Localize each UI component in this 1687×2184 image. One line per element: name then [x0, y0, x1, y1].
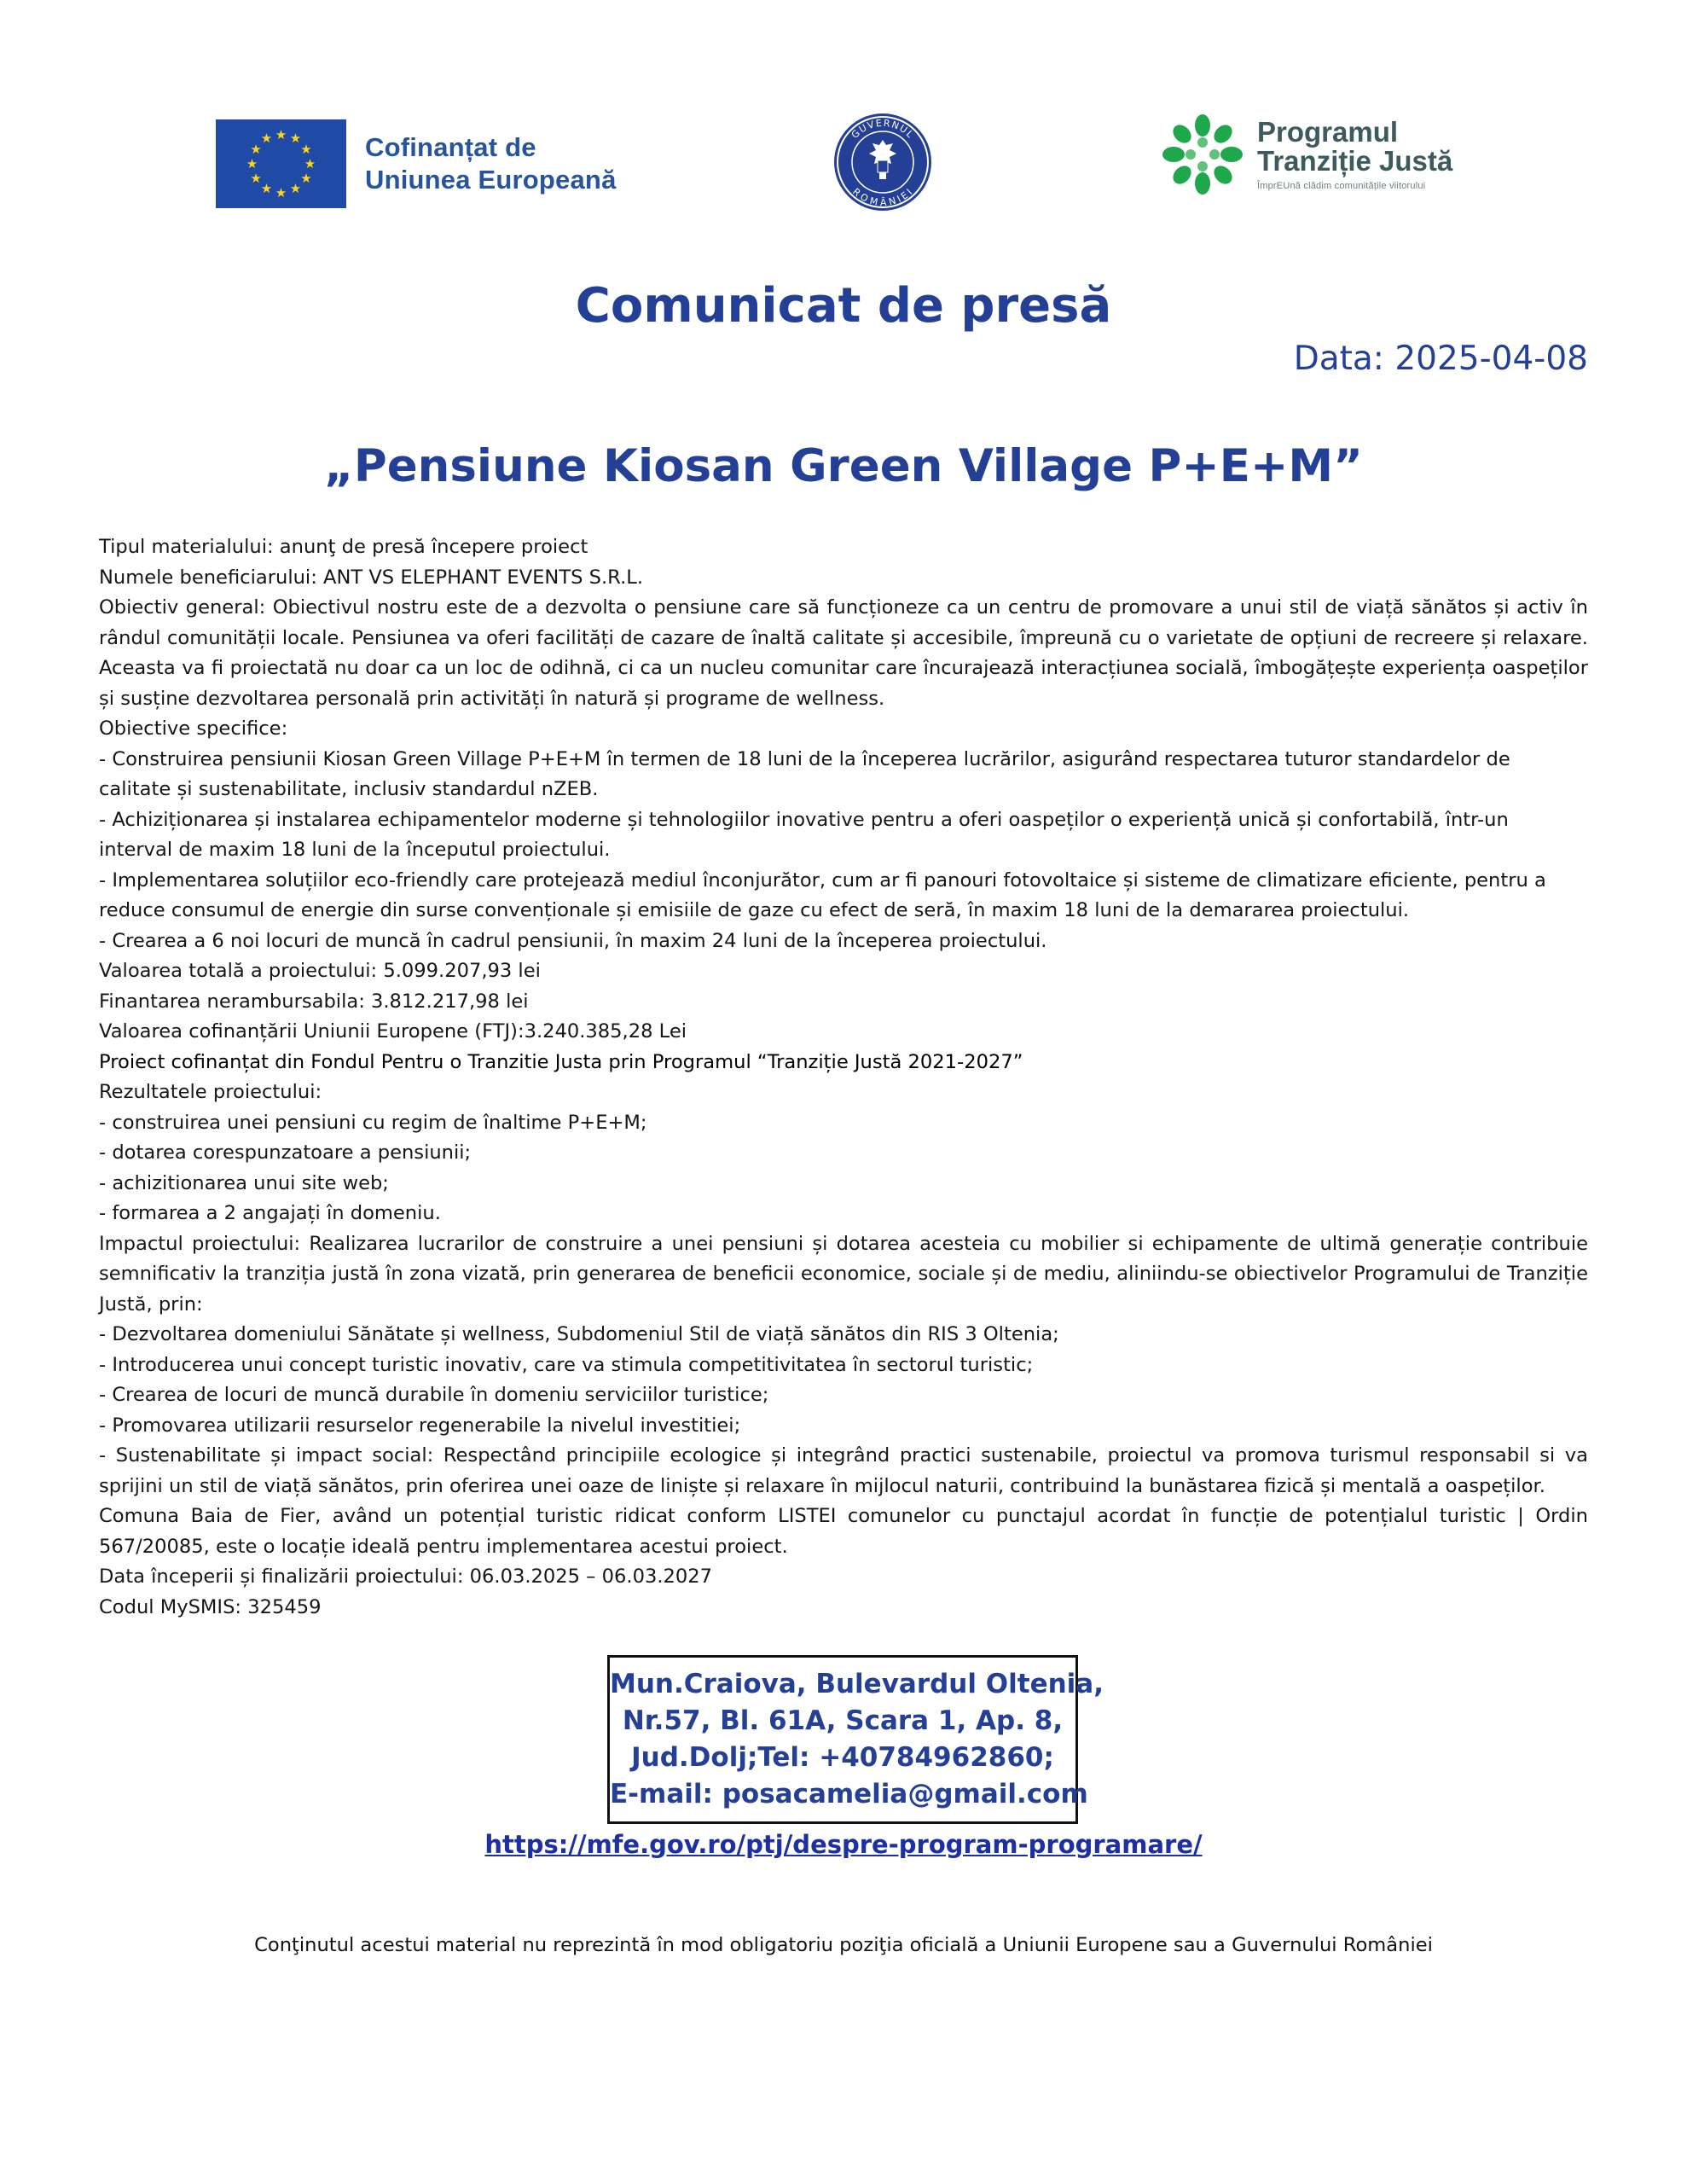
ptj-logo-line2: Tranziție Justă: [1257, 145, 1453, 177]
contact-line: Mun.Craiova, Bulevardul Oltenia,: [610, 1669, 1104, 1699]
press-release-body: [99, 532, 1588, 1623]
mysmis-code: Codul MySMIS: 325459: [99, 1595, 322, 1618]
project-title: „Pensiune Kiosan Green Village P+E+M”: [324, 440, 1363, 492]
specific-objective-item: - Construirea pensiunii Kiosan Green Village P+E+M în termen de 18 luni de la începerea lucrărilor, asigurând respectarea tuturor standardelor de calitate și sustenabilitate, inclusiv standardul nZEB.: [99, 747, 1510, 800]
impact-item: - Promovarea utilizarii resurselor regenerabile la nivelul investitiei;: [99, 1414, 741, 1437]
cofinancing-program-statement: Proiect cofinanțat din Fondul Pentru o Tranzitie Justa prin Programul “Tranziție Justă 2021-2027”: [99, 1050, 1023, 1073]
impact-item: - Introducerea unui concept turistic inovativ, care va stimula competitivitatea în sectorul turistic;: [99, 1353, 1034, 1376]
impact-item: - Dezvoltarea domeniului Sănătate și wellness, Subdomeniul Stil de viață sănătos din RIS 3 Oltenia;: [99, 1323, 1059, 1345]
eu-flag-icon: [216, 119, 346, 208]
contact-line: Nr.57, Bl. 61A, Scara 1, Ap. 8,: [622, 1705, 1064, 1736]
contact-email[interactable]: E-mail: posacamelia@gmail.com: [610, 1779, 1088, 1809]
page-title: Comunicat de presă: [575, 278, 1112, 334]
sustainability-impact: - Sustenabilitate și impact social: Respectând principiile ecologice și integrând practici sustenabile, proiectul va promova turismul responsabil si va sprijini un stil de viață sănătos, prin oferirea unei oaze de liniște și relaxare în mijlocul naturii, contribuind la bunăstarea fizică și mentală a oaspeților.: [99, 1444, 1588, 1497]
eu-star-icon: ★: [275, 127, 287, 142]
gov-seal-text-top: GUVERNUL: [849, 117, 917, 142]
eu-cofinancing-logo: [216, 119, 617, 208]
eu-star-icon: ★: [304, 156, 316, 171]
eu-star-icon: ★: [260, 131, 273, 147]
non-refundable-financing: Finantarea nerambursabila: 3.812.217,98 lei: [99, 990, 529, 1013]
eu-star-icon: ★: [289, 181, 302, 196]
results-heading: Rezultatele proiectului:: [99, 1081, 322, 1103]
eu-star-icon: ★: [300, 171, 312, 186]
romanian-government-seal-icon: [832, 111, 934, 213]
program-website-link[interactable]: https://mfe.gov.ro/ptj/despre-program-programare/: [484, 1830, 1203, 1859]
eu-star-icon: ★: [300, 142, 312, 157]
specific-objective-item: - Crearea a 6 noi locuri de muncă în cadrul pensiunii, în maxim 24 luni de la începerea proiectului.: [99, 929, 1047, 952]
eu-cofinancing-value: Valoarea cofinanțării Uniunii Europene (FTJ):3.240.385,28 Lei: [99, 1020, 687, 1043]
disclaimer: Conţinutul acestui material nu reprezintă în mod obligatoriu poziţia oficială a Uniunii Europene sau a Guvernului României: [254, 1934, 1433, 1956]
result-item: - formarea a 2 angajați în domeniu.: [99, 1202, 441, 1224]
project-location: Comuna Baia de Fier, având un potențial turistic ridicat conform LISTEI comunelor cu punctajul acordat în funcție de potențialul turistic | Ordin 567/20085, este o locație ideală pentru implementarea acestui proiect.: [99, 1505, 1588, 1558]
eu-star-icon: ★: [275, 185, 287, 200]
project-dates: Data începerii și finalizării proiectului: 06.03.2025 – 06.03.2027: [99, 1565, 713, 1588]
eu-logo-line1: Cofinanțat de: [365, 132, 536, 162]
result-item: - construirea unei pensiuni cu regim de înaltime P+E+M;: [99, 1111, 647, 1134]
specific-objectives-heading: Obiective specifice:: [99, 717, 288, 740]
beneficiary-name: Numele beneficiarului: ANT VS ELEPHANT EVENTS S.R.L.: [99, 566, 644, 589]
material-type: Tipul materialului: anunţ de presă începere proiect: [99, 536, 588, 558]
contact-address-box: [607, 1655, 1104, 1824]
project-impact: Impactul proiectului: Realizarea lucrarilor de construire a unei pensiuni și dotarea acesteia cu mobilier si echipamente de ultimă generație contribuie semnificativ la tranziția justă în zona vizată, prin generarea de beneficii economice, sociale și de mediu, aliniindu-se obiectivelor Programului de Tranziție Justă, prin:: [99, 1232, 1588, 1316]
eu-star-icon: ★: [246, 156, 258, 171]
contact-line: Jud.Dolj;Tel: +40784962860;: [631, 1742, 1054, 1773]
eu-logo-line2: Uniunea Europeană: [365, 165, 617, 195]
result-item: - dotarea corespunzatoare a pensiunii;: [99, 1141, 472, 1164]
press-date: Data: 2025-04-08: [1293, 340, 1588, 378]
impact-item: - Crearea de locuri de muncă durabile în domeniu serviciilor turistice;: [99, 1384, 769, 1406]
general-objective: Obiectiv general: Obiectivul nostru este de a dezvolta o pensiune care să funcționeze ca un centru de promovare a unui stil de viață sănătos și activ în rândul comunității locale. Pensiunea va oferi facilități de cazare de înaltă calitate și accesibile, împreună cu o varietate de opțiuni de recreere și relaxare. Aceasta va fi proiectată nu doar ca un loc de odihnă, ci ca un nucleu comunitar care încurajează interacțiunea socială, îmbogățește experiența oaspeților și susține dezvoltarea personală prin activități în natură și programe de wellness.: [99, 596, 1588, 710]
eu-star-icon: ★: [289, 131, 302, 147]
ptj-logo-line1: Programul: [1257, 116, 1399, 148]
specific-objective-item: - Achiziționarea și instalarea echipamentelor moderne și tehnologiilor inovative pentru a oferi oaspeților o experiență unică și confortabilă, într-un interval de maxim 18 luni de la începutul proiectului.: [99, 808, 1509, 861]
ptj-logo-tagline: ÎmprEUnă clădim comunitățile viitorului: [1257, 181, 1426, 191]
ptj-program-logo: [1160, 107, 1452, 201]
total-project-value: Valoarea totală a proiectului: 5.099.207,93 lei: [99, 960, 541, 982]
eu-star-icon: ★: [250, 142, 262, 157]
eu-star-icon: ★: [260, 181, 273, 196]
result-item: - achizitionarea unui site web;: [99, 1171, 389, 1194]
ptj-flower-icon: [1160, 112, 1245, 197]
specific-objective-item: - Implementarea soluțiilor eco-friendly care protejează mediul înconjurător, cum ar fi panouri fotovoltaice și sisteme de climatizare eficiente, pentru a reduce consumul de energie din surse convenționale și emisiile de gaze cu efect de seră, în maxim 18 luni de la demararea proiectului.: [99, 868, 1546, 921]
gov-seal-text-bottom: ROMÂNIEI: [850, 186, 916, 209]
eu-star-icon: ★: [250, 171, 262, 186]
